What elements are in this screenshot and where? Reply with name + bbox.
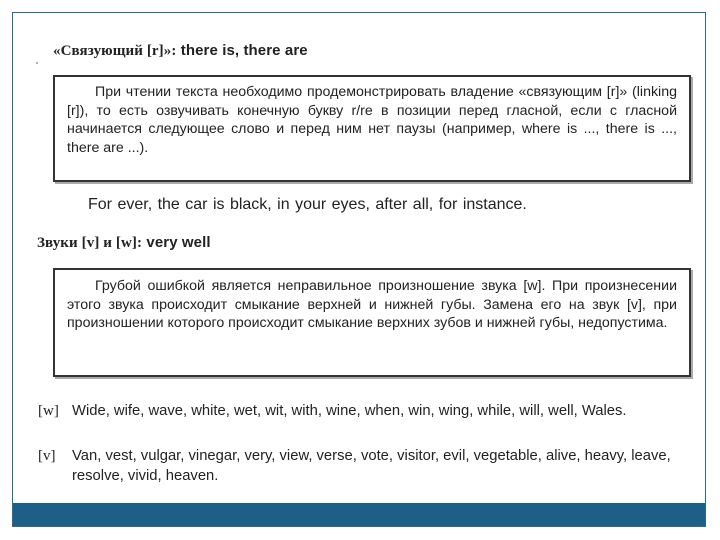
section2-heading xyxy=(37,234,211,252)
v-words: Van, vest, vulgar, vinegar, very, view, verse, vote, visitor, evil, vegetable, alive, heavy, leave, resolve, vivid, heaven. xyxy=(72,448,671,484)
decorative-dot xyxy=(36,62,38,64)
section1-heading-ru: «Связующий [r]»: xyxy=(53,43,177,59)
bottom-bar xyxy=(13,503,705,526)
v-w-rule-box xyxy=(53,268,691,377)
w-sound-mark: [w] xyxy=(38,403,59,419)
section1-heading xyxy=(53,42,308,60)
w-word-list xyxy=(38,401,698,443)
v-sound-mark: [v] xyxy=(38,448,56,464)
w-words: Wide, wife, wave, white, wet, wit, with, wine, when, win, wing, while, will, well, Wales. xyxy=(72,403,627,419)
linking-r-examples: For ever, the car is black, in your eyes, after all, for instance. xyxy=(88,196,527,213)
v-w-rule-text: Грубой ошибкой является неправильное произношение звука [w]. При произнесении этого звука происходит смыкание верхней и нижней губы. Замена его на звук [v], при произношении которого происходит смыкание верхних зубов и нижней губы, недопустима. xyxy=(67,278,677,331)
section2-heading-ru: Звуки [v] и [w]: xyxy=(37,235,143,251)
v-word-list xyxy=(38,446,698,488)
section2-heading-en: very well xyxy=(146,234,211,251)
section1-heading-en: there is, there are xyxy=(180,42,308,59)
linking-r-rule-box xyxy=(53,75,691,182)
linking-r-rule-text: При чтении текста необходимо продемонстрировать владение «связующим [r]» (linking [r]), то есть озвучивать конечную букву r/re в позиции перед гласной, если с гласной начинается следующее слово и перед ним нет паузы (например, where is ..., there is ..., there are ...). xyxy=(67,84,677,156)
